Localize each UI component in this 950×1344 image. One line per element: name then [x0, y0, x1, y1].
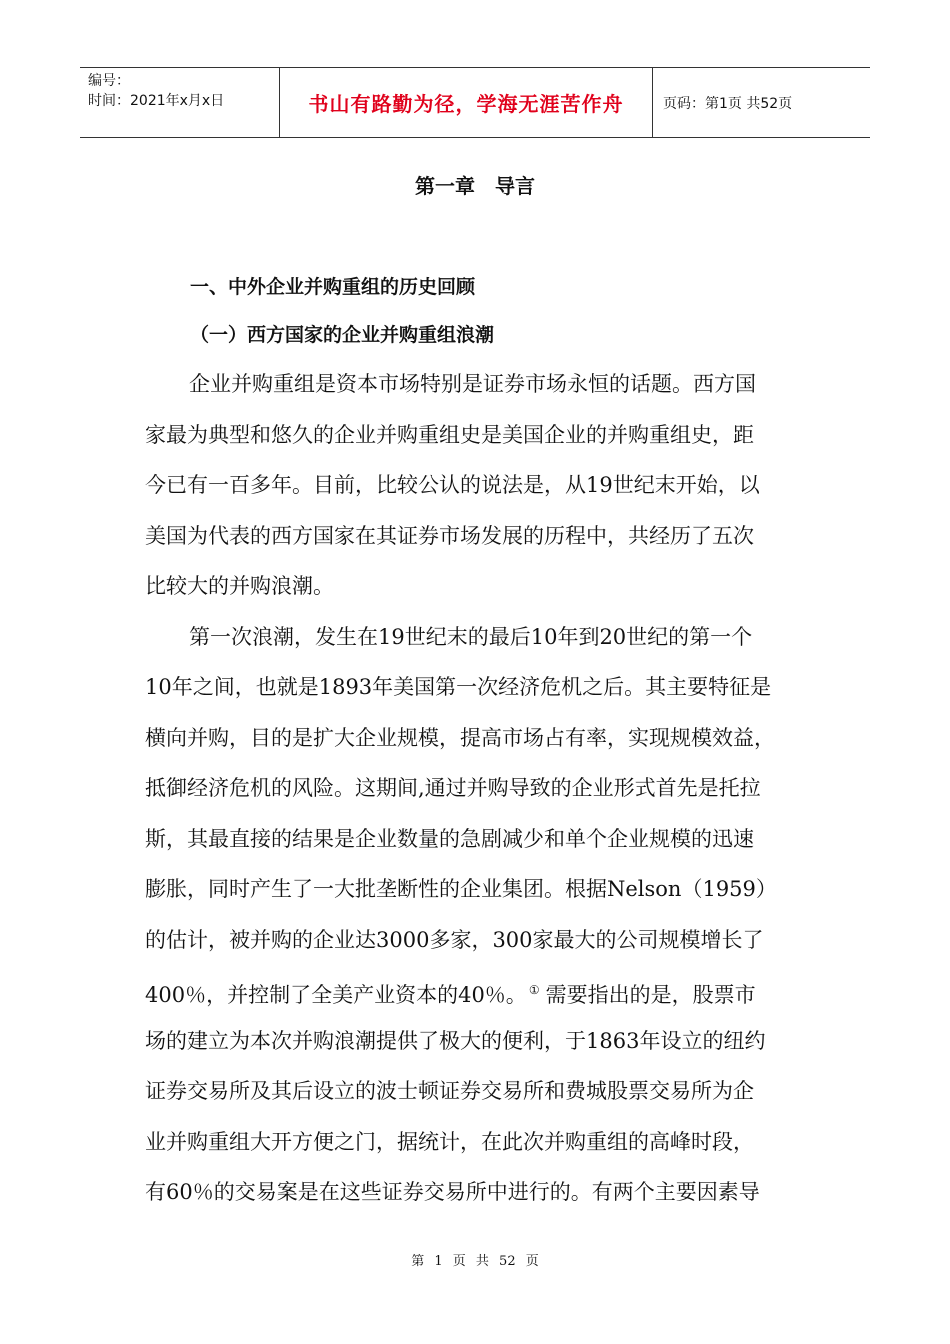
- note-line-before: 400％，并控制了全美产业资本的40％。: [145, 983, 527, 1007]
- text-line: 第一次浪潮，发生在19世纪末的最后10年到20世纪的第一个: [189, 624, 753, 649]
- chapter-name: 导言: [495, 174, 535, 198]
- chapter-title: [0, 170, 950, 199]
- text-line: 家最为典型和悠久的企业并购重组史是美国企业的并购重组史，距: [145, 422, 754, 447]
- note-line-after: 需要指出的是，股票市: [545, 983, 756, 1007]
- text-line: 10年之间，也就是1893年美国第一次经济危机之后。其主要特征是: [145, 675, 772, 699]
- paragraph-2-part-2: [145, 1016, 825, 1218]
- section-heading: 一、中外企业并购重组的历史回顾: [190, 276, 476, 298]
- text-line: 斯，其最直接的结果是企业数量的急剧减少和单个企业规模的迅速: [145, 826, 754, 851]
- page-footer: 第 1 页 共 52 页: [411, 1254, 539, 1269]
- text-line: 企业并购重组是资本市场特别是证券市场永恒的话题。西方国: [189, 372, 756, 396]
- text-line: 场的建立为本次并购浪潮提供了极大的便利，于1863年设立的纽约: [145, 1028, 766, 1053]
- subsection-heading: （一）西方国家的企业并购重组浪潮: [190, 324, 495, 346]
- header-meta: [80, 68, 280, 137]
- text-line: 今已有一百多年。目前，比较公认的说法是，从19世纪末开始，以: [145, 473, 760, 497]
- paragraph-1: [145, 359, 825, 612]
- footnote-marker[interactable]: ①: [528, 983, 540, 997]
- header-motto: 书山有路勤为径，学海无涯苦作舟: [280, 68, 653, 137]
- text-line: 有60％的交易案是在这些证券交易所中进行的。有两个主要因素导: [145, 1180, 760, 1204]
- page-header: [80, 67, 870, 138]
- body-text: [145, 359, 825, 1218]
- text-line: 业并购重组大开方便之门，据统计，在此次并购重组的高峰时段，: [145, 1129, 754, 1154]
- text-line: 膨胀，同时产生了一大批垄断性的企业集团。根据Nelson（1959）: [145, 877, 777, 901]
- paragraph-2-note-line: [145, 965, 825, 1016]
- date-label: 时间：2021年x月x日: [88, 93, 225, 109]
- text-line: 证券交易所及其后设立的波士顿证券交易所和费城股票交易所为企: [145, 1079, 754, 1103]
- text-line: 的估计，被并购的企业达3000多家，300家最大的公司规模增长了: [145, 927, 764, 952]
- paragraph-2-part-1: [145, 612, 825, 966]
- number-label: 编号：: [88, 73, 130, 89]
- text-line: 横向并购，目的是扩大企业规模，提高市场占有率，实现规模效益，: [145, 725, 775, 750]
- header-page-label: 页码：第1页 共52页: [663, 95, 793, 112]
- text-line: 抵御经济危机的风险。这期间,通过并购导致的企业形式首先是托拉: [145, 776, 761, 800]
- text-line: 美国为代表的西方国家在其证券市场发展的历程中，共经历了五次: [145, 523, 754, 548]
- text-line: 比较大的并购浪潮。: [145, 574, 334, 598]
- chapter-number: 第一章: [415, 174, 475, 198]
